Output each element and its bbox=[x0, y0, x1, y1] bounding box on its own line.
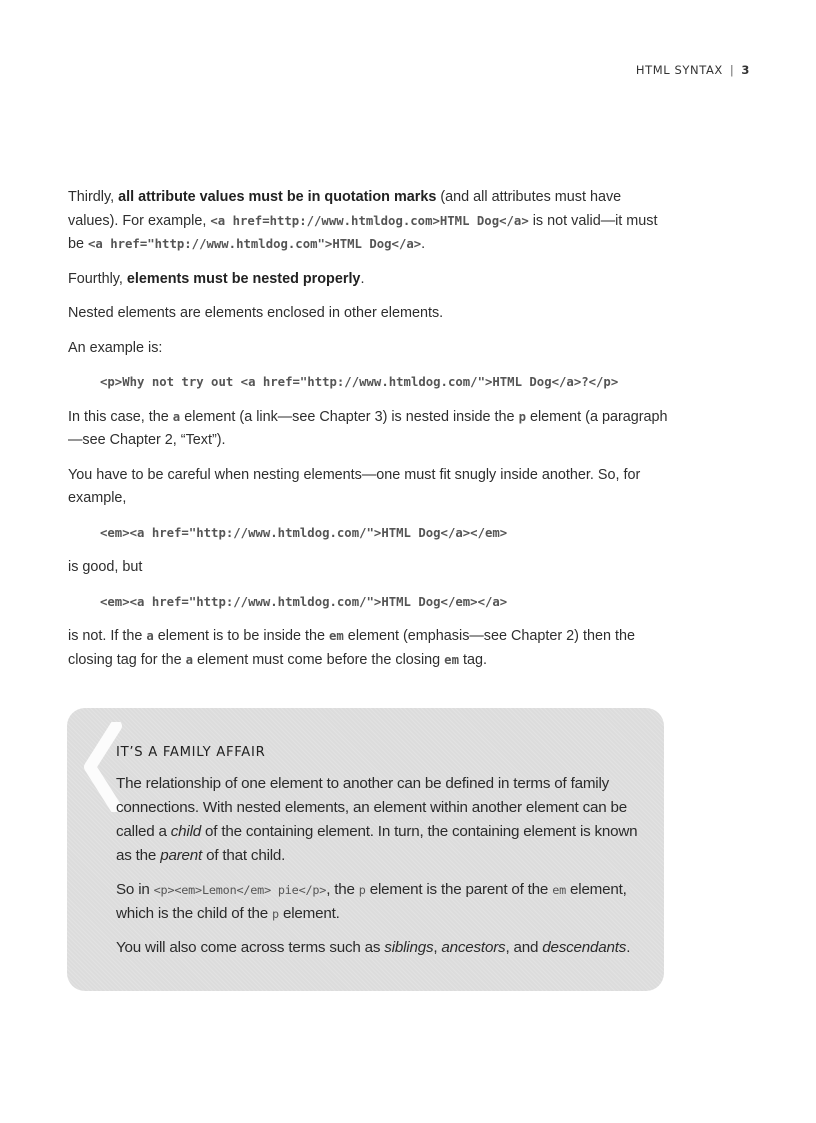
paragraph-quotation-rule bbox=[68, 186, 668, 257]
text-run: element is to be inside the bbox=[153, 628, 329, 644]
text-run: is not. If the bbox=[68, 628, 147, 644]
text-run: Thirdly, bbox=[68, 189, 119, 205]
inline-code: <p><em>Lemon</em> pie</p> bbox=[153, 883, 327, 897]
sidebar-content bbox=[116, 745, 656, 970]
sidebar-paragraph-terms bbox=[116, 936, 656, 960]
page-number: 3 bbox=[741, 63, 750, 77]
text-run: element (emphasis—see Chapter 2) then the closing tag for the bbox=[68, 628, 635, 668]
paragraph-closing-tag bbox=[68, 625, 668, 672]
italic-term: parent bbox=[160, 847, 203, 864]
inline-code: <a href=http://www.htmldog.com>HTML Dog</a> bbox=[210, 213, 529, 228]
text-run: of the containing element. In turn, the containing element is known as the bbox=[116, 823, 638, 864]
text-run: (and all attributes must have values). For example, bbox=[68, 189, 622, 229]
bold-rule-text: all attribute values must be in quotation marks bbox=[118, 189, 437, 205]
inline-code: p bbox=[272, 907, 279, 921]
sidebar-paragraph-lemon-pie bbox=[116, 878, 656, 926]
paragraph-case-explanation bbox=[68, 406, 668, 453]
text-run: , bbox=[433, 939, 442, 956]
text-run: The relationship of one element to another can be defined in terms of family connections. With nested elements, an element within another element can be called a bbox=[116, 775, 627, 840]
code-example-1: <p>Why not try out <a href="http://www.htmldog.com/">HTML Dog</a>?</p> bbox=[100, 375, 619, 389]
text-run: element. bbox=[278, 905, 340, 922]
italic-term: ancestors bbox=[441, 939, 506, 956]
main-text bbox=[68, 186, 668, 683]
section-title: HTML SYNTAX bbox=[635, 63, 723, 77]
inline-code: em bbox=[552, 883, 566, 897]
paragraph-careful-nesting: You have to be careful when nesting elements—one must fit snugly inside another. So, for example, bbox=[68, 466, 641, 506]
inline-code: p bbox=[518, 409, 526, 424]
text-run: So in bbox=[116, 881, 154, 898]
header-separator: | bbox=[729, 63, 735, 77]
sidebar-paragraph-relationship bbox=[116, 772, 656, 868]
text-run: You will also come across terms such as bbox=[116, 939, 385, 956]
text-run: tag. bbox=[458, 651, 487, 668]
inline-code: em bbox=[329, 629, 344, 643]
paragraph-nested-definition: Nested elements are elements enclosed in other elements. bbox=[68, 305, 444, 321]
bold-rule-text: elements must be nested properly bbox=[126, 270, 361, 287]
text-run: Fourthly, bbox=[68, 270, 127, 287]
inline-code: <a href="http://www.htmldog.com">HTML Dog</a> bbox=[88, 237, 422, 251]
italic-term: child bbox=[170, 823, 202, 840]
paragraph-nesting-rule bbox=[68, 268, 668, 292]
running-header bbox=[636, 63, 750, 77]
text-run: element (a paragraph—see Chapter 2, “Text”). bbox=[68, 408, 668, 448]
text-run: is not valid—it must be bbox=[68, 212, 658, 252]
text-run: . bbox=[626, 939, 631, 956]
sidebar-title: IT’S A FAMILY AFFAIR bbox=[116, 745, 266, 760]
code-example-2: <em><a href="http://www.htmldog.com/">HTML Dog</a></em> bbox=[100, 525, 508, 540]
italic-term: siblings bbox=[384, 939, 434, 956]
text-run: . bbox=[360, 270, 365, 287]
text-run: of that child. bbox=[202, 847, 286, 864]
inline-code: a bbox=[146, 629, 154, 643]
text-run: element is the parent of the bbox=[365, 881, 553, 898]
inline-code: a bbox=[185, 652, 193, 667]
paragraph-example-intro: An example is: bbox=[68, 339, 163, 356]
text-run: . bbox=[421, 236, 426, 252]
inline-code: em bbox=[444, 652, 459, 667]
paragraph-good: is good, but bbox=[68, 559, 143, 575]
text-run: In this case, the bbox=[68, 408, 173, 425]
text-run: , and bbox=[505, 939, 543, 956]
text-run: element, which is the child of the bbox=[116, 881, 627, 922]
inline-code: a bbox=[172, 409, 181, 424]
text-run: element (a link—see Chapter 3) is nested inside the bbox=[180, 408, 519, 425]
code-example-3: <em><a href="http://www.htmldog.com/">HTML Dog</em></a> bbox=[100, 594, 508, 609]
text-run: element must come before the closing bbox=[193, 651, 445, 668]
inline-code: p bbox=[358, 883, 366, 897]
text-run: , the bbox=[326, 881, 359, 898]
italic-term: descendants bbox=[542, 939, 627, 956]
